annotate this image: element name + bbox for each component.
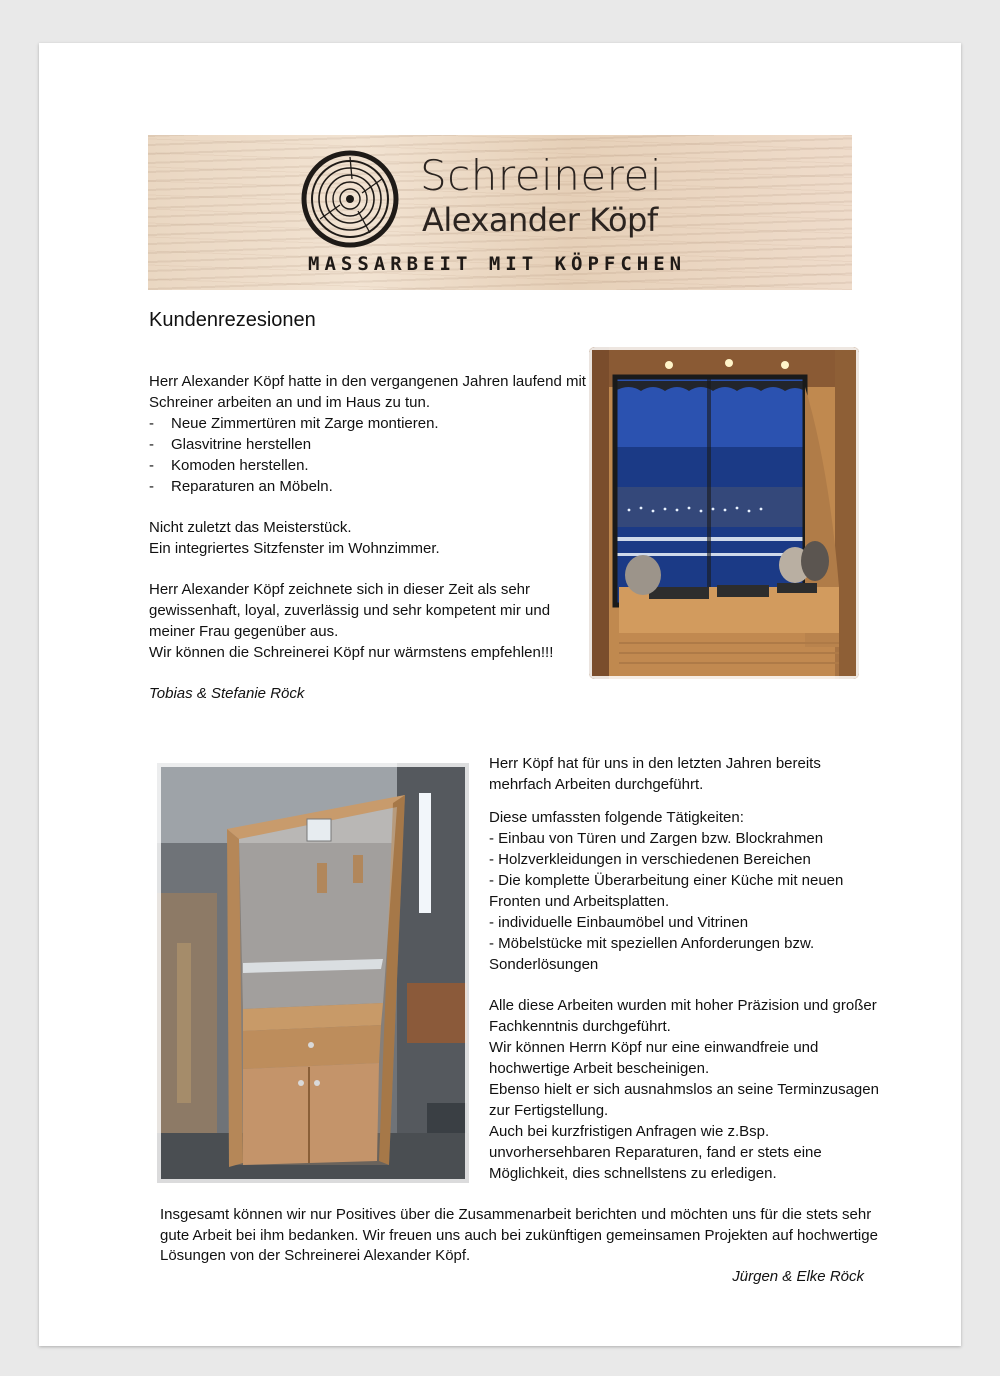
review-1 [149, 371, 599, 704]
list-item: - Die komplette Überarbeitung einer Küche mit neuen Fronten und Arbeitsplatten. [489, 872, 844, 910]
header-banner [148, 135, 852, 290]
brand-name: Schreinerei [420, 151, 663, 200]
review-1-intro: Herr Alexander Köpf hatte in den vergangenen Jahren laufend mit Schreiner arbeiten an und im Haus zu tun. [149, 373, 586, 411]
review-1-list [149, 413, 599, 497]
brand-owner: Alexander Köpf [422, 201, 658, 239]
display-cabinet-photo [157, 763, 469, 1183]
list-item: - individuelle Einbaumöbel und Vitrinen [489, 914, 749, 931]
review-2-line: Auch bei kurzfristigen Anfragen wie z.Bsp. unvorhersehbaren Reparaturen, fand er stets eine Möglichkeit, dies schnellstens zu erledigen. [489, 1123, 822, 1182]
list-item: - Reparaturen an Möbeln. [149, 478, 333, 495]
list-item: - Einbau von Türen und Zargen bzw. Blockrahmen [489, 830, 824, 847]
review-2-line: Alle diese Arbeiten wurden mit hoher Präzision und großer Fachkenntnis durchgeführt. [489, 997, 877, 1035]
review-1-recommendation: Wir können die Schreinerei Köpf nur wärmstens empfehlen!!! [149, 644, 554, 661]
review-2-signature: Jürgen & Elke Röck [732, 1268, 864, 1285]
review-2-line: Wir können Herrn Köpf nur eine einwandfreie und hochwertige Arbeit bescheinigen. [489, 1039, 819, 1077]
list-item: - Komoden herstellen. [149, 457, 309, 474]
review-2-list-title: Diese umfassten folgende Tätigkeiten: [489, 809, 744, 826]
review-2-line: Ebenso hielt er sich ausnahmslos an seine Terminzusagen zur Fertigstellung. [489, 1081, 879, 1119]
list-item: - Neue Zimmertüren mit Zarge montieren. [149, 415, 439, 432]
window-seat-photo [589, 347, 859, 679]
review-1-window-seat: Ein integriertes Sitzfenster im Wohnzimmer. [149, 540, 440, 557]
document-page [39, 43, 961, 1346]
review-2-intro: Herr Köpf hat für uns in den letzten Jahren bereits mehrfach Arbeiten durchgeführt. [489, 755, 821, 793]
list-item: - Holzverkleidungen in verschiedenen Bereichen [489, 851, 811, 868]
review-2-closing: Insgesamt können wir nur Positives über die Zusammenarbeit berichten und möchten uns für die stets sehr gute Arbeit bei ihm bedanken. Wir freuen uns auch bei zukünftigen gemeinsamen Projekten auf hochwertige Lösungen von der Schreinerei Alexander Köpf. [160, 1206, 878, 1264]
tree-ring-icon [300, 149, 400, 249]
list-item: - Glasvitrine herstellen [149, 436, 312, 453]
review-1-masterpiece: Nicht zuletzt das Meisterstück. [149, 519, 352, 536]
review-2 [489, 753, 879, 1184]
review-2-closing-block [160, 1205, 880, 1267]
page-title: Kundenrezesionen [149, 309, 316, 331]
brand-tagline: MASSARBEIT MIT KÖPFCHEN [308, 253, 687, 275]
review-1-signature: Tobias & Stefanie Röck [149, 685, 305, 702]
review-1-praise: Herr Alexander Köpf zeichnete sich in dieser Zeit als sehr gewissenhaft, loyal, zuverlässig und sehr kompetent mir und meiner Frau gegenüber aus. [149, 581, 551, 640]
list-item: - Möbelstücke mit speziellen Anforderungen bzw. Sonderlösungen [489, 935, 815, 973]
